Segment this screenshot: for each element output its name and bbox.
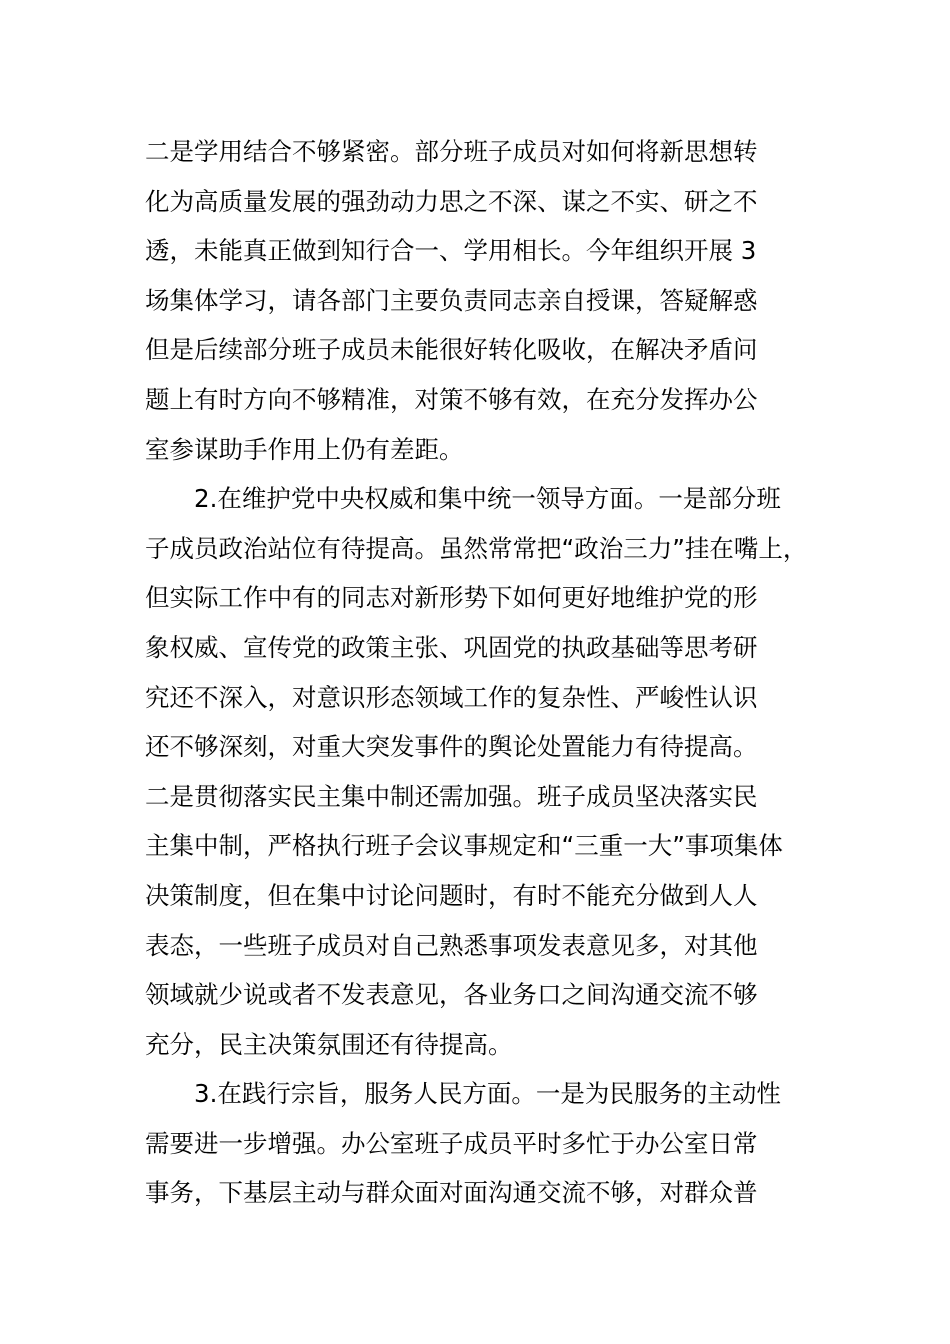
text-line: 究还不深入，对意识形态领域工作的复杂性、严峻性认识 <box>145 682 758 712</box>
paragraph-start-line: 3.在践行宗旨，服务人民方面。一是为民服务的主动性 <box>194 1079 781 1109</box>
text-line: 主集中制，严格执行班子会议事规定和“三重一大”事项集体 <box>145 831 783 861</box>
text-line: 决策制度，但在集中讨论问题时，有时不能充分做到人人 <box>145 880 758 910</box>
text-line: 二是贯彻落实民主集中制还需加强。班子成员坚决落实民 <box>145 781 758 811</box>
text-line: 但实际工作中有的同志对新形势下如何更好地维护党的形 <box>145 583 758 613</box>
text-line: 领域就少说或者不发表意见，各业务口之间沟通交流不够 <box>145 980 758 1010</box>
text-line: 象权威、宣传党的政策主张、巩固党的执政基础等思考研 <box>145 632 758 662</box>
text-line: 题上有时方向不够精准，对策不够有效，在充分发挥办公 <box>145 384 758 414</box>
text-line: 事务，下基层主动与群众面对面沟通交流不够，对群众普 <box>145 1178 758 1208</box>
text-line: 化为高质量发展的强劲动力思之不深、谋之不实、研之不 <box>145 186 758 216</box>
body-text <box>145 127 815 1218</box>
text-line: 二是学用结合不够紧密。部分班子成员对如何将新思想转 <box>145 137 758 166</box>
text-line: 但是后续部分班子成员未能很好转化吸收，在解决矛盾问 <box>145 335 758 365</box>
text-line: 室参谋助手作用上仍有差距。 <box>145 434 464 464</box>
paragraph-start-line: 2.在维护党中央权威和集中统一领导方面。一是部分班 <box>194 484 781 514</box>
text-line: 透，未能真正做到知行合一、学用相长。今年组织开展 3 <box>145 236 757 266</box>
text-line: 充分，民主决策氛围还有待提高。 <box>145 1029 513 1059</box>
text-line: 场集体学习，请各部门主要负责同志亲自授课，答疑解惑 <box>145 285 758 315</box>
text-line: 子成员政治站位有待提高。虽然常常把“政治三力”挂在嘴上， <box>145 533 808 563</box>
text-line: 还不够深刻，对重大突发事件的舆论处置能力有待提高。 <box>145 732 758 762</box>
text-line: 表态，一些班子成员对自己熟悉事项发表意见多，对其他 <box>145 930 758 960</box>
text-line: 需要进一步增强。办公室班子成员平时多忙于办公室日常 <box>145 1128 758 1158</box>
